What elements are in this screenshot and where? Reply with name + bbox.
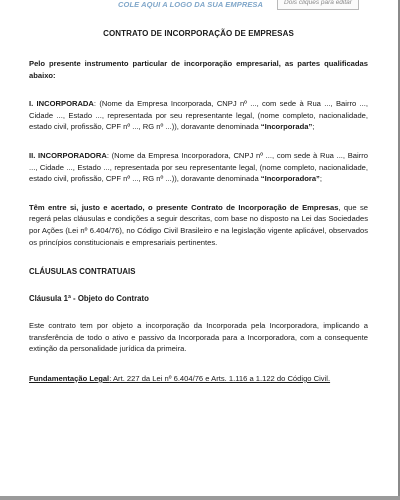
party-incorporadora-text: : (Nome da Empresa Incorporadora, CNPJ nº ..., com sede à Rua ..., Bairro ..., Cidade ..., Estado ..., representada por seu representante legal, (nome completo, nacionalidade, estado civil, profissão, CPF nº ..., RG nº ...)), doravante denominada [29, 150, 368, 184]
party-incorporada-heading: I. INCORPORADA [29, 99, 94, 109]
edit-button[interactable]: Dois cliques para editar [277, 0, 359, 10]
intro-text: Pelo presente instrumento particular de incorporação empresarial, as partes qualificadas abaixo: [29, 59, 368, 80]
document-header [0, 0, 400, 12]
clause-1-body: Este contrato tem por objeto a incorporação da Incorporada pela Incorporadora, implicando a transferência de todo o ativo e passivo da Incorporada para a Incorporadora, com a consequente extinção da personalidade jurídica da primeira. [29, 321, 368, 354]
party-incorporadora-end: ; [319, 174, 322, 184]
legal-basis [29, 373, 368, 385]
intro-paragraph [29, 58, 368, 81]
party-incorporada-alias: “Incorporada” [260, 122, 313, 132]
terms-paragraph [29, 202, 368, 248]
party-incorporada-end: ; [312, 122, 315, 132]
terms-text: , que se regerá pelas cláusulas e condições a seguir descritas, com base no disposto na Lei das Sociedades por Ações (Lei nº 6.404/76), no Código Civil Brasileiro e na legislação vigente aplicável, observados os princípios constitucionais e empresariais pertinentes. [29, 202, 368, 247]
clause-1-heading: Cláusula 1ª - Objeto do Contrato [29, 294, 149, 304]
party-incorporadora-heading: II. INCORPORADORA [29, 150, 107, 160]
clauses-heading: CLÁUSULAS CONTRATUAIS [29, 267, 136, 277]
document-body [29, 29, 368, 385]
document-title: CONTRATO DE INCORPORAÇÃO DE EMPRESAS [103, 29, 294, 38]
legal-basis-label: Fundamentação Legal [29, 373, 110, 383]
logo-placeholder-link[interactable]: COLE AQUI A LOGO DA SUA EMPRESA [118, 0, 264, 9]
party-incorporada-paragraph [29, 98, 368, 133]
party-incorporada-text: : (Nome da Empresa Incorporada, CNPJ nº ..., com sede à Rua ..., Bairro ..., Cidade ..., Estado ..., representada por seu representante legal, (nome completo, nacionalidade, estado civil, profissão, CPF nº ..., RG nº ...)), doravante denominada [29, 99, 368, 132]
page-edge-bottom [0, 496, 400, 500]
legal-basis-text: : Art. 227 da Lei nº 6.404/76 e Arts. 1.116 a 1.122 do Código Civil. [109, 373, 331, 383]
party-incorporadora-alias: “Incorporadora” [260, 174, 320, 184]
party-incorporadora-paragraph [29, 150, 368, 185]
terms-bold-text: Têm entre si, justo e acertado, o presente Contrato de Incorporação de Empresas [29, 202, 339, 212]
